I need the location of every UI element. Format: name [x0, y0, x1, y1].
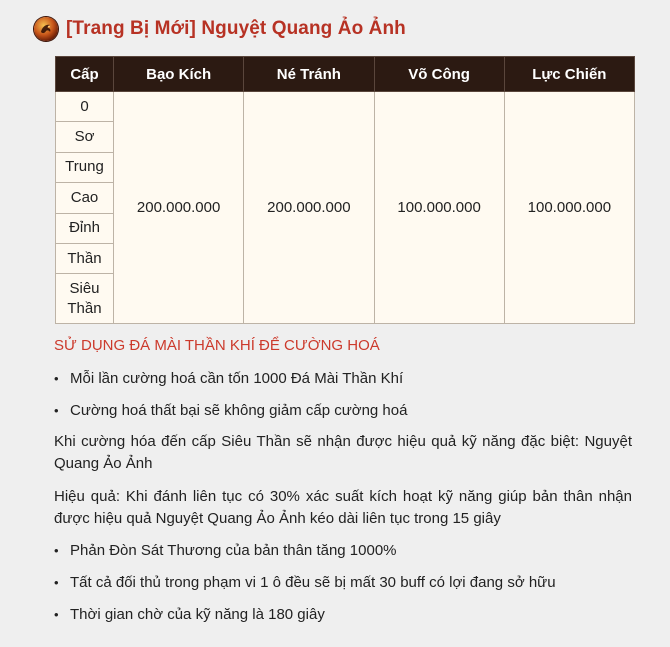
level-cell: 0 — [56, 92, 114, 122]
column-header-critical: Bạo Kích — [114, 57, 244, 92]
critical-value: 200.000.000 — [114, 92, 244, 324]
level-cell: Trung — [56, 152, 114, 182]
list-item-text: Tất cả đối thủ trong phạm vi 1 ô đều sẽ bị mất 30 buff có lợi đang sở hữu — [70, 574, 556, 591]
stats-table — [55, 56, 635, 324]
title-row — [34, 14, 406, 44]
table-row — [56, 92, 635, 122]
column-header-power: Lực Chiến — [504, 57, 634, 92]
column-header-level: Cấp — [56, 57, 114, 92]
list-item — [54, 542, 397, 559]
dragon-emblem-icon — [34, 17, 58, 41]
martial-value: 100.000.000 — [374, 92, 504, 324]
column-header-martial: Võ Công — [374, 57, 504, 92]
special-skill-paragraph: Khi cường hóa đến cấp Siêu Thần sẽ nhận được hiệu quả kỹ năng đặc biệt: Nguyệt Quang Ảo Ảnh — [54, 433, 632, 472]
list-item — [54, 370, 403, 387]
list-item — [54, 574, 556, 591]
level-cell: Đỉnh — [56, 213, 114, 243]
list-item — [54, 606, 325, 623]
level-cell: Sơ — [56, 122, 114, 152]
page-title: [Trang Bị Mới] Nguyệt Quang Ảo Ảnh — [66, 18, 406, 39]
dodge-value: 200.000.000 — [244, 92, 374, 324]
bullet-icon: • — [54, 543, 59, 558]
bullet-icon: • — [54, 371, 59, 386]
list-item-text: Cường hoá thất bại sẽ không giảm cấp cường hoá — [70, 402, 408, 419]
power-value: 100.000.000 — [504, 92, 634, 324]
list-item-text: Mỗi lần cường hoá cần tốn 1000 Đá Mài Thần Khí — [70, 370, 404, 387]
bullet-icon: • — [54, 575, 59, 590]
level-cell: Cao — [56, 183, 114, 213]
section-heading: SỬ DỤNG ĐÁ MÀI THẦN KHÍ ĐỂ CƯỜNG HOÁ — [54, 337, 380, 354]
list-item — [54, 402, 407, 419]
bullet-icon: • — [54, 607, 59, 622]
effect-paragraph: Hiệu quả: Khi đánh liên tục có 30% xác suất kích hoạt kỹ năng giúp bản thân nhận được hiệu quả Nguyệt Quang Ảo Ảnh kéo dài liên tục trong 15 giây — [54, 488, 632, 527]
list-item-text: Thời gian chờ của kỹ năng là 180 giây — [70, 606, 325, 623]
level-cell: Siêu Thần — [56, 274, 114, 324]
column-header-dodge: Né Tránh — [244, 57, 374, 92]
table-header-row — [56, 57, 635, 92]
list-item-text: Phản Đòn Sát Thương của bản thân tăng 1000% — [70, 542, 397, 559]
level-cell: Thần — [56, 243, 114, 273]
bullet-icon: • — [54, 403, 59, 418]
